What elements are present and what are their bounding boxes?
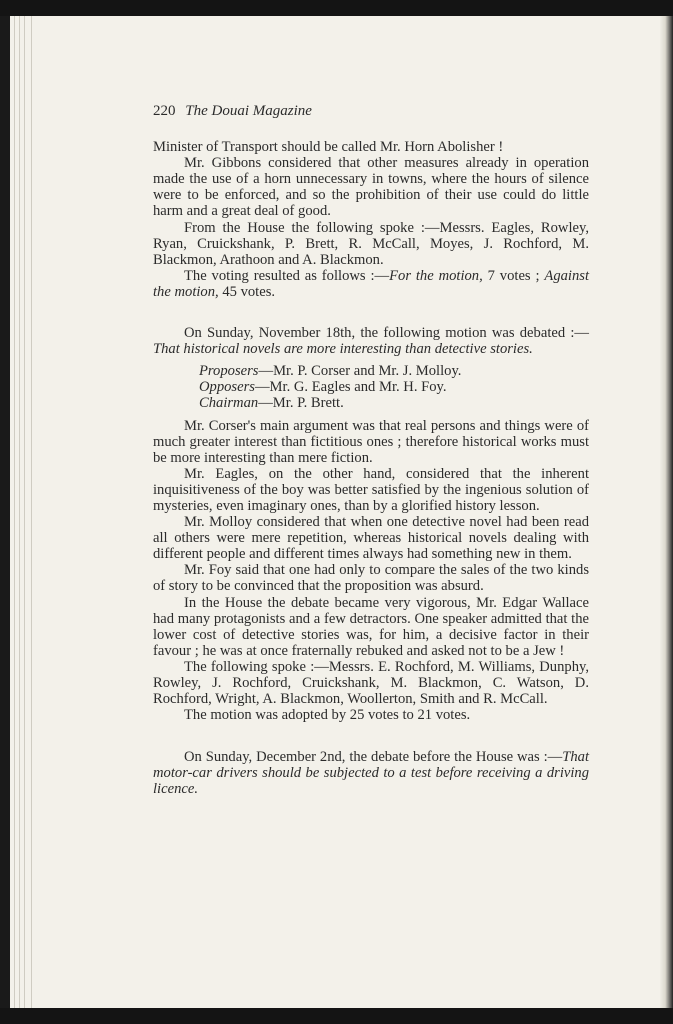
paragraph: Mr. Corser's main argument was that real persons and things were of much greater interest than fictitious ones ; therefore historical works must be more interesting than mere fiction.: [153, 417, 589, 466]
paragraph: Minister of Transport should be called Mr. Horn Abolisher !: [153, 139, 504, 156]
facing-page-edge: [660, 16, 673, 1008]
scan-border-bottom: [0, 1008, 673, 1024]
scan-border-top: [0, 0, 673, 16]
speaker-line: Opposers—Mr. G. Eagles and Mr. H. Foy.: [199, 379, 447, 396]
page-edge-line: [24, 16, 25, 1008]
speaker-line: Chairman—Mr. P. Brett.: [199, 395, 344, 412]
paragraph: Mr. Eagles, on the other hand, considered that the inherent inquisitiveness of the boy was better satisfied by the ingenious solution of mysteries, even imaginary ones, than by a glorified history lesson.: [153, 465, 589, 514]
speaker-line: Proposers—Mr. P. Corser and Mr. J. Molloy.: [199, 363, 462, 380]
section-gap: [153, 723, 589, 749]
running-header: [153, 103, 589, 119]
speakers-list: [153, 363, 589, 411]
paragraph: The following spoke :—Messrs. E. Rochford, M. Williams, Dunphy, Rowley, J. Rochford, Cruickshank, M. Blackmon, C. Watson, D. Rochford, Wright, A. Blackmon, Woollerton, Smith and R. McCall.: [153, 658, 589, 708]
paragraph: In the House the debate became very vigorous, Mr. Edgar Wallace had many protagonists and a few detractors. One speaker admitted that the lower cost of detective stories was, for him, a decisive factor in their favour ; he was at once fraternally rebuked and asked not to be a Jew !: [153, 594, 589, 659]
paragraph: Mr. Gibbons considered that other measures already in operation made the use of a horn unnecessary in towns, where the hours of silence were to be enforced, and so the prohibition of their use could do little harm and a great deal of good.: [153, 155, 589, 220]
page-edge-line: [31, 16, 32, 1008]
page-text: [153, 103, 589, 798]
magazine-title: The Douai Magazine: [185, 103, 312, 119]
paragraph: The motion was adopted by 25 votes to 21 votes.: [184, 707, 471, 724]
section-gap: [153, 300, 589, 325]
page-edge-line: [14, 16, 15, 1008]
paragraph: Mr. Foy said that one had only to compare the sales of the two kinds of story to be convinced that the proposition was absurd.: [153, 562, 589, 595]
voting-result: The voting resulted as follows :—For the motion, 7 votes ; Against the motion, 45 votes.: [153, 267, 589, 300]
paragraph: Mr. Molloy considered that when one detective novel had been read all others were mere repetition, whereas historical novels dealing with different people and different times always had something new in them.: [153, 514, 589, 563]
motion-intro: On Sunday, November 18th, the following motion was debated :—That historical novels are more interesting than detective stories.: [153, 325, 589, 358]
motion-intro: On Sunday, December 2nd, the debate before the House was :—That motor-car drivers should be subjected to a test before receiving a driving licence.: [153, 749, 589, 798]
page-edge-line: [19, 16, 20, 1008]
paragraph: From the House the following spoke :—Messrs. Eagles, Rowley, Ryan, Cruickshank, P. Brett, R. McCall, Moyes, J. Rochford, M. Blackmon, Arathoon and A. Blackmon.: [153, 219, 589, 268]
page-number: 220: [153, 103, 176, 119]
